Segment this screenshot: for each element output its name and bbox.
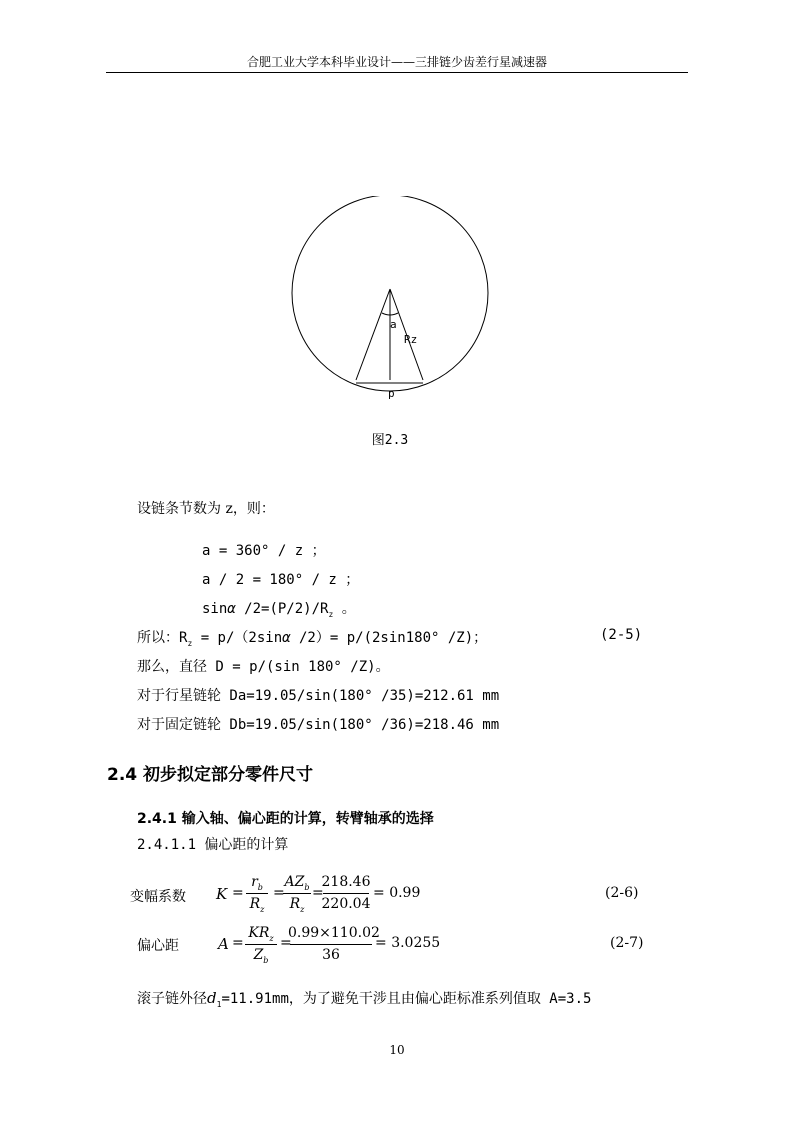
figure-caption: 图2.3 xyxy=(371,433,409,448)
formula-k-result: = 0.99 xyxy=(373,885,421,901)
eq-number-2-5: (2-5) xyxy=(600,627,643,643)
formula-k-f3-num: 218.46 xyxy=(321,874,371,890)
formula-a-eq1: = xyxy=(232,935,244,951)
formula-a-f1-num: $KR_z$ xyxy=(248,925,274,943)
formula-k-eq2: = xyxy=(273,885,285,901)
formula-k-eq1: = xyxy=(232,885,244,901)
page-number: 10 xyxy=(389,1043,405,1057)
formula-a-f2-num: 0.99×110.02 xyxy=(288,925,380,941)
label-rz: Rz xyxy=(404,333,418,346)
formula-a-f2-bar xyxy=(290,944,372,945)
formula-k-f2-den: $R_z$ xyxy=(289,896,305,914)
eq-number-2-6: (2-6) xyxy=(605,885,639,901)
formula-a-f1-den: $Z_b$ xyxy=(253,947,269,965)
formula-a-f1-bar xyxy=(245,944,277,945)
eq-sin: sinα $/2=(P/2)/R_z$ 。 xyxy=(202,601,356,619)
roller-chain-text: 滚子链外径$d_1=11.91mm$，为了避免干涉且由偏心距标准系列值取 A=3.5 xyxy=(137,989,592,1009)
eq-a: a = 360° / z ； xyxy=(202,543,326,559)
formula-k-f3-den: 220.04 xyxy=(321,896,371,912)
formula-k-f1-den: $R_z$ xyxy=(249,896,265,914)
section-heading-2-4-1: 2.4.1 输入轴、偏心距的计算，转臂轴承的选择 xyxy=(137,811,434,827)
formula-a-lhs: A xyxy=(218,935,229,953)
chain-wheel-figure xyxy=(290,196,490,406)
formula-a-result: = 3.0255 xyxy=(375,935,441,951)
eq-rz: 所以：$R_z = p/(2\sin\alpha$ /2）= p/(2sin180° /Z)； xyxy=(137,630,488,648)
formula-k-eq3: = xyxy=(312,885,324,901)
formula-a-label: 偏心距 xyxy=(137,938,179,954)
page-header: 合肥工业大学本科毕业设计——三排链少齿差行星减速器 xyxy=(246,55,547,69)
formula-a-f2-den: 36 xyxy=(322,947,340,963)
section-heading-2-4: 2.4 初步拟定部分零件尺寸 xyxy=(107,765,314,785)
eq-a-half: a / 2 = 180° / z ； xyxy=(202,572,360,588)
section-heading-2-4-1-1: 2.4.1.1 偏心距的计算 xyxy=(137,837,289,853)
label-p: p xyxy=(388,387,395,400)
eq-db: 对于固定链轮 Db=19.05/sin(180° /36)=218.46 mm xyxy=(137,717,500,733)
chord-left xyxy=(356,289,390,380)
eq-number-2-7: (2-7) xyxy=(610,935,644,951)
formula-k-f2-num: $AZ_b$ xyxy=(284,874,310,892)
formula-k-f1-bar xyxy=(246,893,268,894)
formula-k-f1-num: $r_b$ xyxy=(251,874,263,892)
formula-k-label: 变幅系数 xyxy=(130,889,186,905)
formula-a-eq2: = xyxy=(280,935,292,951)
header-rule xyxy=(106,72,688,73)
label-a: a xyxy=(390,318,397,331)
formula-k-lhs: K xyxy=(216,885,228,903)
intro-text: 设链条节数为 z，则： xyxy=(137,501,275,517)
eq-da: 对于行星链轮 Da=19.05/sin(180° /35)=212.61 mm xyxy=(137,688,500,704)
formula-k-f2-bar xyxy=(283,893,311,894)
formula-k-f3-bar xyxy=(323,893,369,894)
eq-diameter: 那么，直径 D = p/(sin 180° /Z)。 xyxy=(137,659,390,675)
